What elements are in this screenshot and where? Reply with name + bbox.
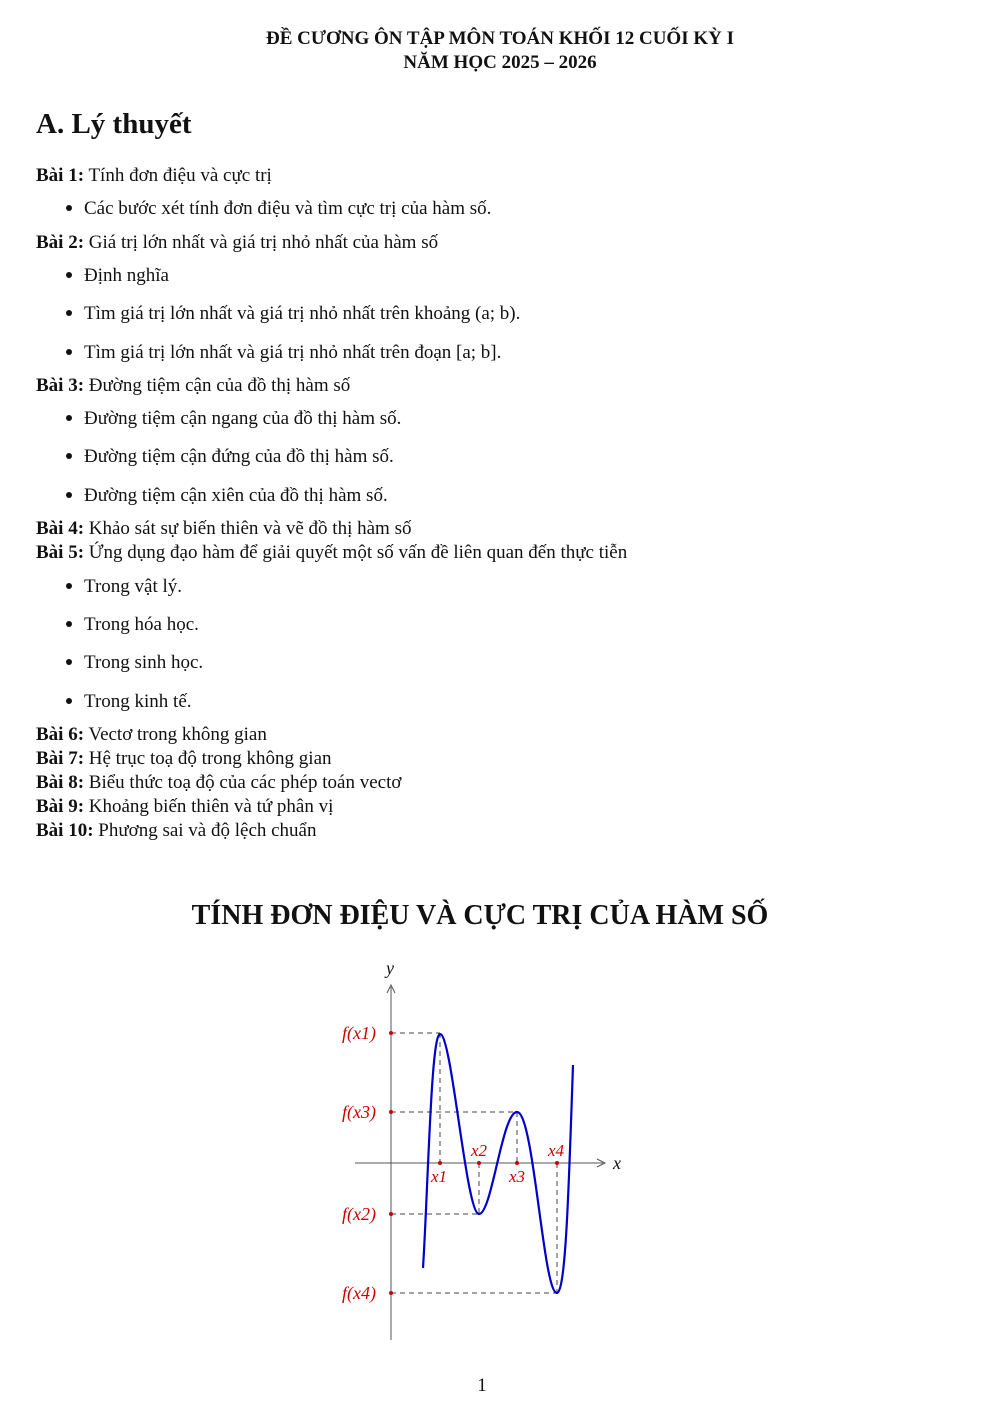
school-year: NĂM HỌC 2025 – 2026 <box>403 52 597 73</box>
list-item-text: Tìm giá trị lớn nhất và giá trị nhỏ nhất trên đoạn [a; b]. <box>84 342 502 363</box>
lesson-text: Khoảng biến thiên và tứ phân vị <box>88 796 334 817</box>
lesson-text: Giá trị lớn nhất và giá trị nhỏ nhất của hàm số <box>88 232 439 253</box>
label-fx4: f(x4) <box>342 1283 376 1303</box>
y-axis-arrow-icon <box>387 985 395 993</box>
list-item <box>66 446 394 468</box>
x-axis-label: x <box>613 1153 621 1173</box>
lesson-label: Bài 5: <box>36 542 85 563</box>
bullet-icon <box>66 349 72 355</box>
list-item-text: Định nghĩa <box>84 265 169 286</box>
list-item <box>66 342 501 364</box>
bullet-icon <box>66 621 72 627</box>
lesson-label: Bài 8: <box>36 772 85 793</box>
lesson-label: Bài 2: <box>36 232 85 253</box>
list-item <box>66 652 203 674</box>
list-item-text: Tìm giá trị lớn nhất và giá trị nhỏ nhất trên khoảng (a; b). <box>84 303 521 324</box>
lesson-label: Bài 4: <box>36 518 85 539</box>
figure-section-title: TÍNH ĐƠN ĐIỆU VÀ CỰC TRỊ CỦA HÀM SỐ <box>191 900 769 931</box>
bullet-icon <box>66 272 72 278</box>
section-a-title: A. Lý thuyết <box>36 108 192 140</box>
bullet-icon <box>66 453 72 459</box>
lesson-label: Bài 10: <box>36 820 94 841</box>
lesson-8 <box>36 772 401 794</box>
lesson-6 <box>36 724 267 746</box>
lesson-text: Đường tiệm cận của đồ thị hàm số <box>88 375 351 396</box>
lesson-3 <box>36 375 350 397</box>
label-fx2: f(x2) <box>342 1204 376 1224</box>
list-item-text: Trong sinh học. <box>84 652 204 673</box>
bullet-icon <box>66 310 72 316</box>
tick-x3 <box>515 1161 519 1165</box>
list-item-text: Trong kinh tế. <box>84 691 192 712</box>
lesson-text: Phương sai và độ lệch chuẩn <box>98 820 317 841</box>
lesson-1 <box>36 165 272 187</box>
list-item <box>66 265 169 287</box>
lesson-text: Ứng dụng đạo hàm để giải quyết một số vấn đề liên quan đến thực tiễn <box>88 542 628 563</box>
list-item <box>66 614 199 636</box>
tick-x4 <box>555 1161 559 1165</box>
list-item-text: Đường tiệm cận ngang của đồ thị hàm số. <box>84 408 402 429</box>
tick-x1 <box>438 1161 442 1165</box>
bullet-icon <box>66 492 72 498</box>
lesson-7 <box>36 748 332 770</box>
tick-fx2 <box>389 1212 393 1216</box>
bullet-icon <box>66 205 72 211</box>
lesson-4 <box>36 518 411 540</box>
list-item-text: Trong hóa học. <box>84 614 199 635</box>
x-axis-arrow-icon <box>597 1159 605 1167</box>
lesson-label: Bài 6: <box>36 724 85 745</box>
function-curve <box>423 1034 573 1293</box>
list-item <box>66 198 491 220</box>
lesson-text: Vectơ trong không gian <box>88 724 267 745</box>
list-item-text: Trong vật lý. <box>84 576 183 597</box>
bullet-icon <box>66 583 72 589</box>
list-item-text: Các bước xét tính đơn điệu và tìm cực trị của hàm số. <box>84 198 492 219</box>
label-x2: x2 <box>471 1141 488 1160</box>
tick-fx3 <box>389 1110 393 1114</box>
list-item <box>66 576 182 598</box>
lesson-label: Bài 7: <box>36 748 85 769</box>
lesson-text: Tính đơn điệu và cực trị <box>88 165 272 186</box>
list-item <box>66 408 401 430</box>
tick-fx4 <box>389 1291 393 1295</box>
bullet-icon <box>66 415 72 421</box>
label-x3: x3 <box>509 1167 526 1186</box>
lesson-text: Hệ trục toạ độ trong không gian <box>88 748 332 769</box>
label-x1: x1 <box>431 1167 448 1186</box>
y-axis-label: y <box>386 958 394 978</box>
lesson-5 <box>36 542 627 564</box>
tick-fx1 <box>389 1031 393 1035</box>
lesson-label: Bài 9: <box>36 796 85 817</box>
label-fx3: f(x3) <box>342 1102 376 1122</box>
label-fx1: f(x1) <box>342 1023 376 1043</box>
list-item <box>66 303 520 325</box>
lesson-text: Biểu thức toạ độ của các phép toán vectơ <box>88 772 402 793</box>
lesson-2 <box>36 232 438 254</box>
bullet-icon <box>66 659 72 665</box>
page-number: 1 <box>477 1375 487 1396</box>
label-x4: x4 <box>548 1141 565 1160</box>
list-item <box>66 485 388 507</box>
lesson-label: Bài 1: <box>36 165 85 186</box>
bullet-icon <box>66 698 72 704</box>
lesson-text: Khảo sát sự biến thiên và vẽ đồ thị hàm số <box>88 518 412 539</box>
lesson-label: Bài 3: <box>36 375 85 396</box>
lesson-10 <box>36 820 317 842</box>
tick-x2 <box>477 1161 481 1165</box>
lesson-9 <box>36 796 333 818</box>
list-item <box>66 691 192 713</box>
document-title: ĐỀ CƯƠNG ÔN TẬP MÔN TOÁN KHỐI 12 CUỐI KỲ I <box>265 28 734 49</box>
list-item-text: Đường tiệm cận xiên của đồ thị hàm số. <box>84 485 388 506</box>
list-item-text: Đường tiệm cận đứng của đồ thị hàm số. <box>84 446 394 467</box>
